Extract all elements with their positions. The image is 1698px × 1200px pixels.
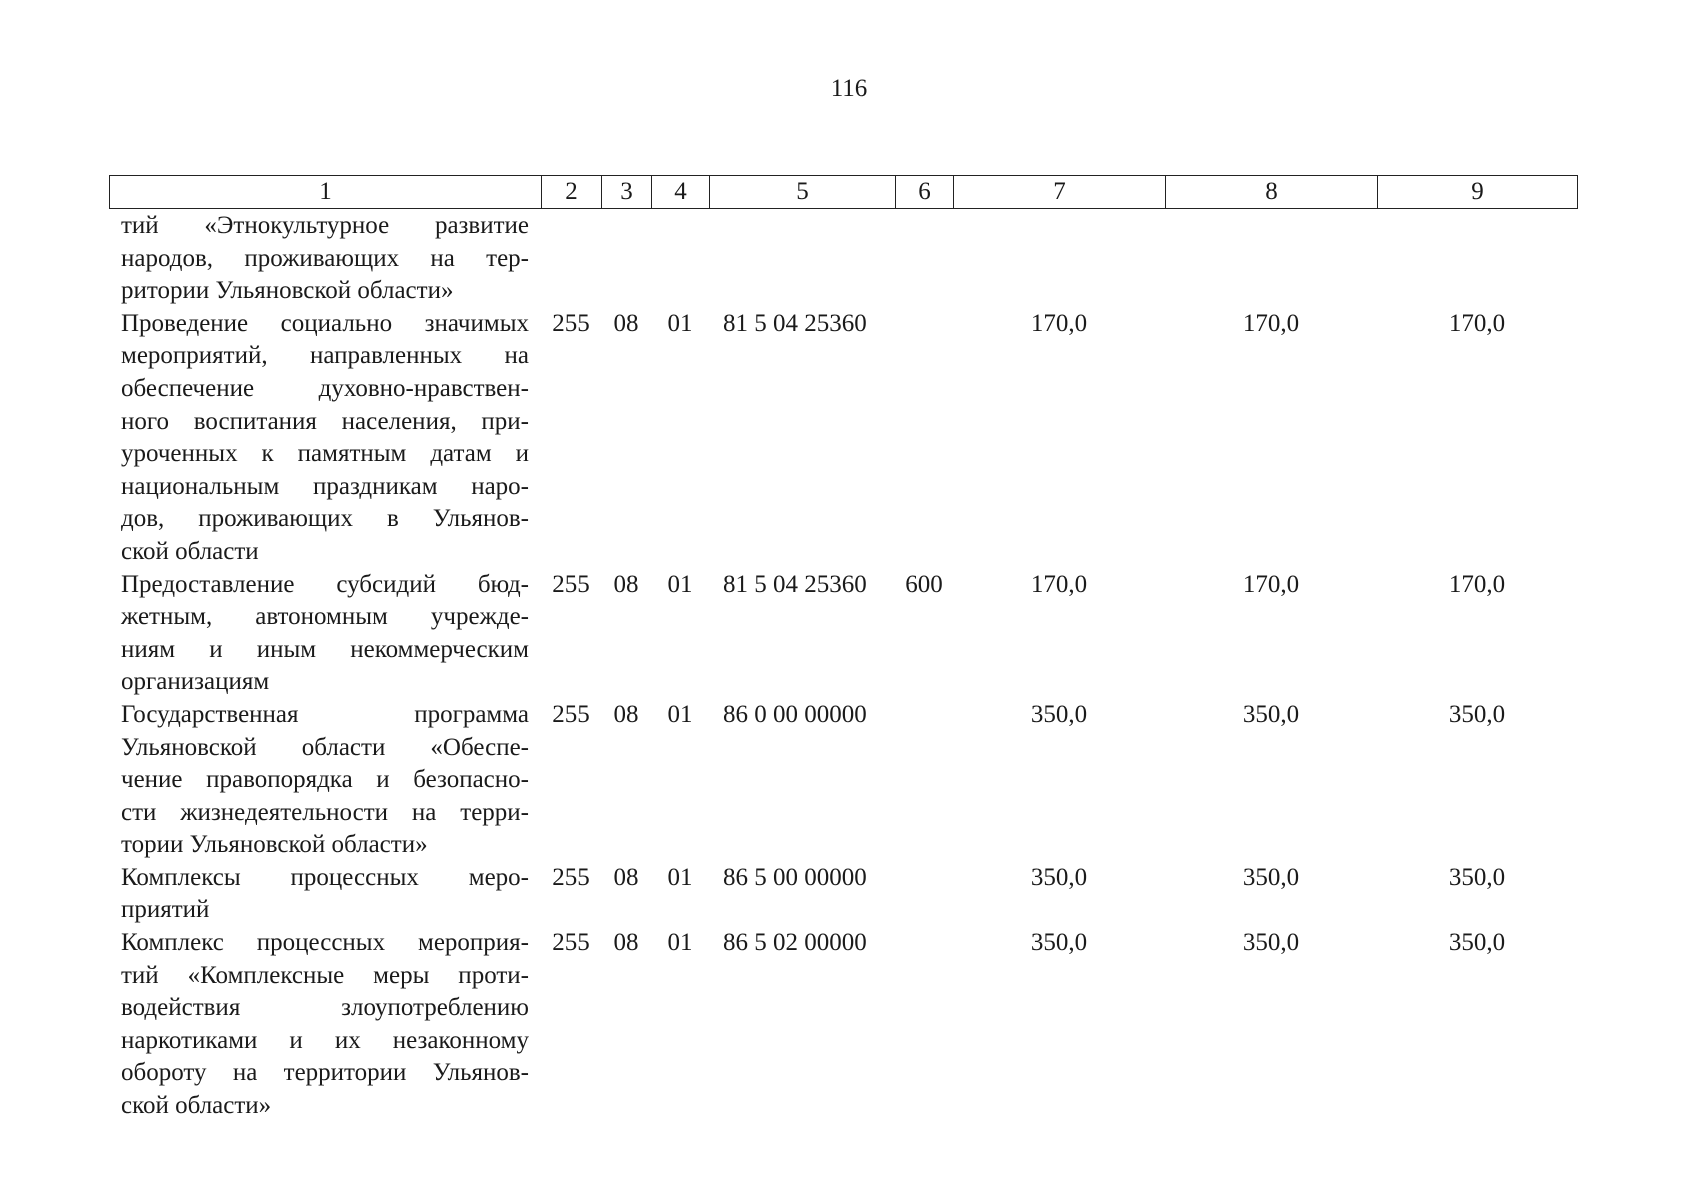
row-name-line: национальным праздникам наро- xyxy=(121,472,529,500)
row-name-cell xyxy=(109,569,541,699)
table-row xyxy=(109,927,1577,1123)
budget-code-cell: 255 xyxy=(552,863,590,891)
table-row xyxy=(109,862,1577,927)
section-cell: 08 xyxy=(613,929,639,957)
subsection-cell: 01 xyxy=(667,929,693,957)
amount-col9-cell: 350,0 xyxy=(1448,929,1506,957)
expense-type-cell xyxy=(895,308,953,569)
amount-col7-cell: 350,0 xyxy=(1030,700,1088,728)
budget-code-cell: 255 xyxy=(552,309,590,337)
table-row xyxy=(109,699,1577,862)
row-name-line: ного воспитания населения, при- xyxy=(121,407,529,435)
row-name-line: ритории Ульяновской области» xyxy=(121,277,454,305)
section-cell: 08 xyxy=(613,570,639,598)
section-cell: 08 xyxy=(613,309,639,337)
row-name-line: ской области xyxy=(121,537,259,565)
expense-type-cell: 600 xyxy=(905,570,943,598)
row-name-line: приятий xyxy=(121,896,210,924)
row-name-line: Ульяновской области «Обеспе- xyxy=(121,733,529,761)
row-name-line: народов, проживающих на тер- xyxy=(121,244,529,272)
amount-col8-cell xyxy=(1165,210,1377,308)
row-name-line: Комплексы процессных меро- xyxy=(121,863,529,891)
row-name-line: Комплекс процессных мероприя- xyxy=(121,929,529,957)
row-name-line: Проведение социально значимых xyxy=(121,309,529,337)
target-article-cell xyxy=(709,210,895,308)
row-name-cell xyxy=(109,308,541,569)
section-cell xyxy=(601,210,651,308)
column-header-2: 2 xyxy=(542,176,602,209)
row-name-line: обеспечение духовно-нравствен- xyxy=(121,374,529,402)
amount-col8-cell: 350,0 xyxy=(1242,929,1300,957)
target-article-cell: 81 5 04 25360 xyxy=(723,309,867,337)
subsection-cell: 01 xyxy=(667,863,693,891)
row-name-line: ской области» xyxy=(121,1092,272,1120)
amount-col7-cell: 170,0 xyxy=(1030,309,1088,337)
row-name-line: организациям xyxy=(121,668,270,696)
amount-col8-cell: 350,0 xyxy=(1242,863,1300,891)
amount-col9-cell: 350,0 xyxy=(1448,700,1506,728)
section-cell: 08 xyxy=(613,700,639,728)
budget-code-cell: 255 xyxy=(552,700,590,728)
row-name-line: наркотиками и их незаконному xyxy=(121,1026,529,1054)
table-row xyxy=(109,569,1577,699)
subsection-cell: 01 xyxy=(667,700,693,728)
row-name-line: жетным, автономным учрежде- xyxy=(121,603,529,631)
amount-col9-cell: 170,0 xyxy=(1448,570,1506,598)
subsection-cell xyxy=(651,210,709,308)
row-name-line: чение правопорядка и безопасно- xyxy=(121,766,529,794)
row-name-cell xyxy=(109,210,541,308)
amount-col9-cell: 170,0 xyxy=(1448,309,1506,337)
column-header-8: 8 xyxy=(1166,176,1378,209)
subsection-cell: 01 xyxy=(667,570,693,598)
amount-col7-cell xyxy=(953,210,1165,308)
amount-col7-cell: 350,0 xyxy=(1030,863,1088,891)
budget-code-cell: 255 xyxy=(552,570,590,598)
row-name-line: Предоставление субсидий бюд- xyxy=(121,570,529,598)
budget-code-cell: 255 xyxy=(552,929,590,957)
section-cell: 08 xyxy=(613,863,639,891)
row-name-line: тий «Этнокультурное развитие xyxy=(121,212,529,239)
column-header-9: 9 xyxy=(1378,176,1578,209)
table-row xyxy=(109,210,1577,308)
target-article-cell: 86 5 00 00000 xyxy=(723,863,867,891)
column-header-6: 6 xyxy=(896,176,954,209)
amount-col9-cell: 350,0 xyxy=(1448,863,1506,891)
row-name-line: Государственная программа xyxy=(121,700,529,728)
row-name-line: тории Ульяновской области» xyxy=(121,831,428,859)
row-name-line: уроченных к памятным датам и xyxy=(121,440,529,468)
amount-col7-cell: 170,0 xyxy=(1030,570,1088,598)
amount-col8-cell: 350,0 xyxy=(1242,700,1300,728)
column-header-3: 3 xyxy=(602,176,652,209)
column-header-table xyxy=(109,175,1578,209)
column-header-row xyxy=(110,176,1578,209)
expense-type-cell xyxy=(895,927,953,1123)
row-name-cell xyxy=(109,699,541,862)
row-name-line: мероприятий, направленных на xyxy=(121,342,529,370)
subsection-cell: 01 xyxy=(667,309,693,337)
amount-col8-cell: 170,0 xyxy=(1242,309,1300,337)
row-name-line: водействия злоупотреблению xyxy=(121,994,529,1022)
column-header-1: 1 xyxy=(110,176,542,209)
row-name-line: дов, проживающих в Ульянов- xyxy=(121,505,529,533)
row-name-line: тий «Комплексные меры проти- xyxy=(121,961,529,989)
row-name-line: ниям и иным некоммерческим xyxy=(121,635,529,663)
budget-table-body xyxy=(109,210,1577,1123)
column-header-5: 5 xyxy=(710,176,896,209)
row-name-cell xyxy=(109,927,541,1123)
target-article-cell: 81 5 04 25360 xyxy=(723,570,867,598)
amount-col8-cell: 170,0 xyxy=(1242,570,1300,598)
row-name-line: сти жизнедеятельности на терри- xyxy=(121,798,529,826)
column-header-7: 7 xyxy=(954,176,1166,209)
column-header-4: 4 xyxy=(652,176,710,209)
row-name-line: обороту на территории Ульянов- xyxy=(121,1059,529,1087)
expense-type-cell xyxy=(895,862,953,927)
amount-col7-cell: 350,0 xyxy=(1030,929,1088,957)
amount-col9-cell xyxy=(1377,210,1577,308)
target-article-cell: 86 0 00 00000 xyxy=(723,700,867,728)
page-number: 116 xyxy=(830,75,868,102)
expense-type-cell xyxy=(895,210,953,308)
target-article-cell: 86 5 02 00000 xyxy=(723,929,867,957)
budget-code-cell xyxy=(541,210,601,308)
expense-type-cell xyxy=(895,699,953,862)
row-name-cell xyxy=(109,862,541,927)
table-row xyxy=(109,308,1577,569)
